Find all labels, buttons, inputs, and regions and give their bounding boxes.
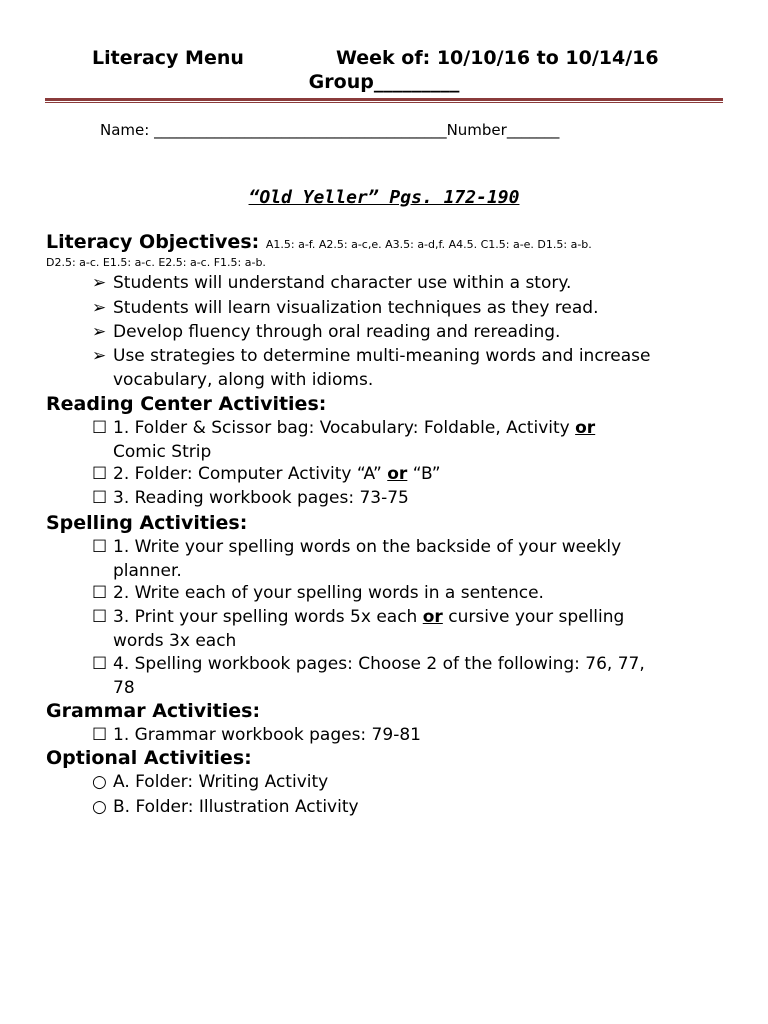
- header-rule-thin: [45, 102, 723, 103]
- grammar-item-1: ☐ 1. Grammar workbook pages: 79-81: [92, 725, 421, 745]
- arrow-bullet-icon: ➢: [92, 298, 107, 318]
- optional-item-b: ○ B. Folder: Illustration Activity: [92, 797, 359, 817]
- name-number-line: Name: _______________________________________Number_______: [100, 121, 560, 139]
- objectives-codes-line-2: D2.5: a-c. E1.5: a-c. E2.5: a-c. F1.5: a-b.: [46, 256, 266, 269]
- checkbox-icon: ☐: [92, 654, 108, 674]
- arrow-bullet-icon: ➢: [92, 273, 107, 293]
- optional-heading: Optional Activities:: [46, 747, 252, 769]
- checkbox-icon: ☐: [92, 725, 108, 745]
- objectives-codes-line-1: A1.5: a-f. A2.5: a-c,e. A3.5: a-d,f. A4.5. C1.5: a-e. D1.5: a-b.: [265, 238, 592, 251]
- circle-bullet-icon: ○: [92, 797, 107, 817]
- week-of: Week of: 10/10/16 to 10/14/16: [336, 47, 659, 69]
- checkbox-icon: ☐: [92, 418, 108, 438]
- objectives-heading: Literacy Objectives:: [46, 231, 260, 253]
- story-title: “Old Yeller” Pgs. 172-190: [248, 187, 520, 208]
- checkbox-icon: ☐: [92, 464, 108, 484]
- objectives-heading-line: [46, 230, 592, 257]
- checkbox-icon: ☐: [92, 607, 108, 627]
- optional-item-a: ○ A. Folder: Writing Activity: [92, 772, 329, 792]
- checkbox-icon: ☐: [92, 488, 108, 508]
- spelling-item-4: ☐ 4. Spelling workbook pages: Choose 2 of the following: 76, 77, 78: [92, 654, 645, 698]
- reading-item-2: ☐ 2. Folder: Computer Activity “A” or “B”: [92, 464, 441, 484]
- objective-item: ➢ Students will learn visualization techniques as they read.: [92, 298, 599, 318]
- spelling-item-3: ☐ 3. Print your spelling words 5x each or cursive your spelling words 3x each: [92, 607, 625, 651]
- objective-item: ➢ Develop fluency through oral reading and rereading.: [92, 322, 561, 342]
- arrow-bullet-icon: ➢: [92, 322, 107, 342]
- circle-bullet-icon: ○: [92, 772, 107, 792]
- header-rule-thick: [45, 98, 723, 101]
- grammar-heading: Grammar Activities:: [46, 700, 261, 722]
- objective-item: ➢ Students will understand character use within a story.: [92, 273, 572, 293]
- spelling-item-2: ☐ 2. Write each of your spelling words in a sentence.: [92, 583, 544, 603]
- reading-item-1: ☐ 1. Folder & Scissor bag: Vocabulary: Foldable, Activity or Comic Strip: [92, 418, 596, 462]
- menu-title: Literacy Menu: [92, 47, 244, 69]
- reading-item-3: ☐ 3. Reading workbook pages: 73-75: [92, 488, 409, 508]
- reading-heading: Reading Center Activities:: [46, 393, 327, 415]
- checkbox-icon: ☐: [92, 583, 108, 603]
- spelling-item-1: ☐ 1. Write your spelling words on the backside of your weekly planner.: [92, 537, 622, 581]
- arrow-bullet-icon: ➢: [92, 346, 107, 366]
- group-line: Group_________: [308, 71, 460, 93]
- spelling-heading: Spelling Activities:: [46, 512, 248, 534]
- checkbox-icon: ☐: [92, 537, 108, 557]
- objective-item: ➢ Use strategies to determine multi-meaning words and increase vocabulary, along with idioms.: [92, 346, 651, 390]
